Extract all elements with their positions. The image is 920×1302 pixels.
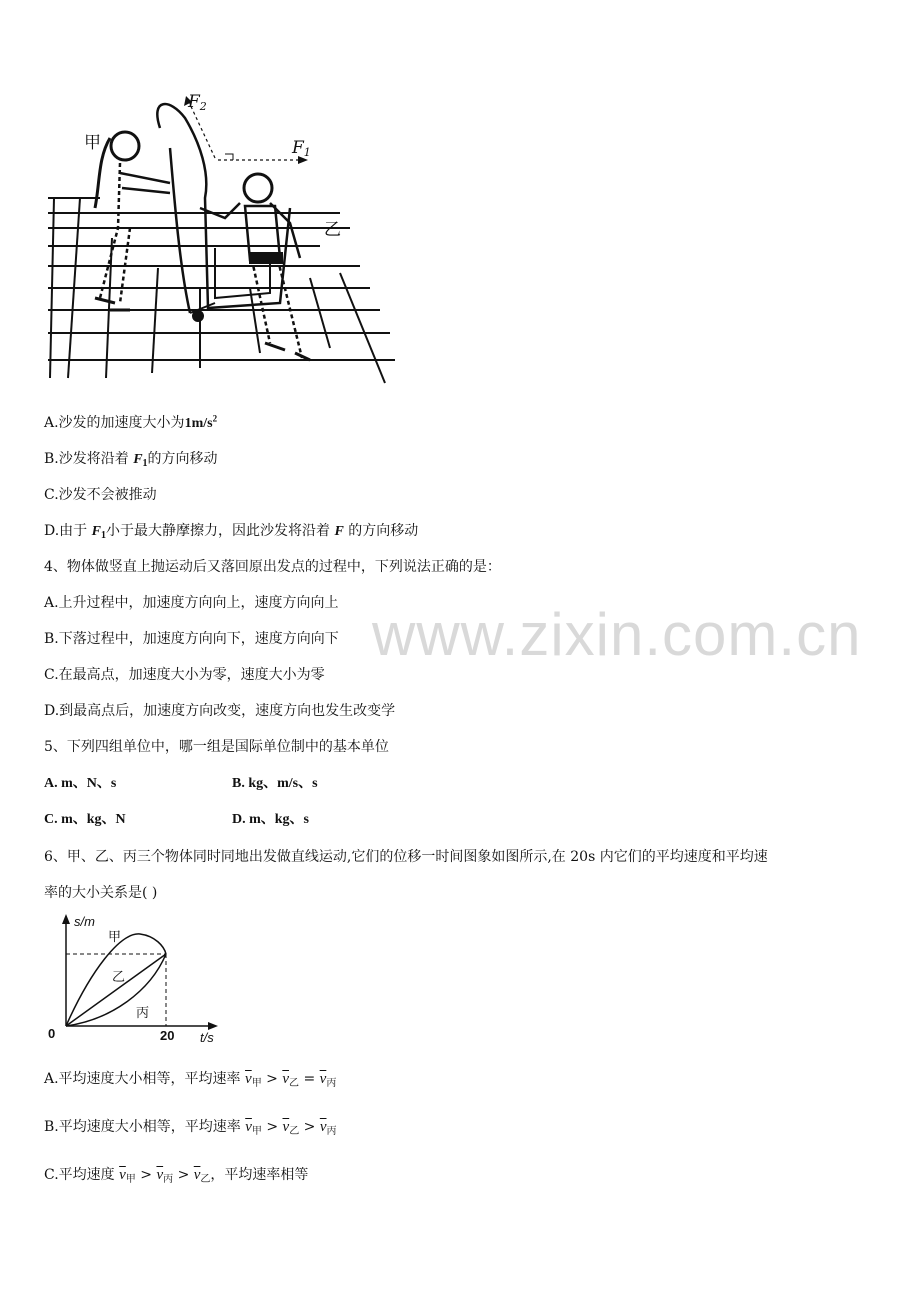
q4-option-c: C.在最高点，加速度大小为零，速度大小为零: [44, 667, 325, 683]
q4-option-a: A.上升过程中，加速度方向向上，速度方向向上: [44, 595, 339, 611]
q4-option-d: D.到最高点后，加速度方向改变，速度方向也发生改变学: [44, 703, 396, 719]
graph-xlabel: t/s: [200, 1030, 214, 1045]
q5-option-c: C. m、kg、N: [44, 812, 126, 827]
q3-option-b: B.沙发将沿着 $F_1$的方向移动: [44, 451, 218, 469]
q6-stem-line1: 6、甲、乙、丙三个物体同时同地出发做直线运动,它们的位移一时间图象如图所示,在 20s 内它们的平均速度和平均速: [44, 849, 768, 865]
q6-option-b: B.平均速度大小相等，平均速率 $\overline{v}_甲 > \overline{v}_乙 > \overline{v}_丙$: [44, 1119, 337, 1137]
curve-yi: [66, 954, 166, 1026]
figure1-label-jia: 甲: [84, 133, 101, 153]
figure1-label-f2: F2: [188, 92, 207, 113]
figure1-label-f1: F1: [292, 138, 311, 159]
q3-option-c: C.沙发不会被推动: [44, 487, 157, 503]
q6-option-c: C.平均速度 $\overline{v}_甲 > \overline{v}_丙 > \overline{v}_乙$，平均速率相等: [44, 1167, 309, 1185]
q5-option-a: A. m、N、s: [44, 776, 117, 791]
q3-option-a: A.沙发的加速度大小为$1m/s^2$: [44, 413, 218, 431]
q5-stem: 5、下列四组单位中，哪一组是国际单位制中的基本单位: [44, 739, 389, 755]
graph-origin: 0: [48, 1026, 56, 1041]
graph-xtick-20: 20: [160, 1028, 175, 1043]
q6-option-a: A.平均速度大小相等，平均速率 $\overline{v}_甲 > \overline{v}_乙 = \overline{v}_丙$: [44, 1071, 337, 1089]
graph-ylabel: s/m: [74, 914, 95, 929]
q4-stem: 4、物体做竖直上抛运动后又落回原出发点的过程中，下列说法正确的是：: [44, 559, 501, 575]
q3-option-d: D.由于 $F_1$小于最大静摩擦力，因此沙发将沿着 F 的方向移动: [44, 523, 419, 541]
watermark: www.zixin.com.cn: [372, 601, 862, 668]
q5-option-b: B. kg、m/s、s: [232, 776, 318, 791]
q4-option-b: B.下落过程中，加速度方向向下，速度方向向下: [44, 631, 339, 647]
graph-label-yi: 乙: [112, 970, 126, 985]
figure1-label-yi: 乙: [324, 220, 341, 240]
q6-stem-line2: 率的大小关系是( ): [44, 885, 158, 901]
graph-label-jia: 甲: [108, 930, 122, 945]
graph-label-bing: 丙: [136, 1006, 150, 1021]
q5-option-d: D. m、kg、s: [232, 812, 310, 827]
